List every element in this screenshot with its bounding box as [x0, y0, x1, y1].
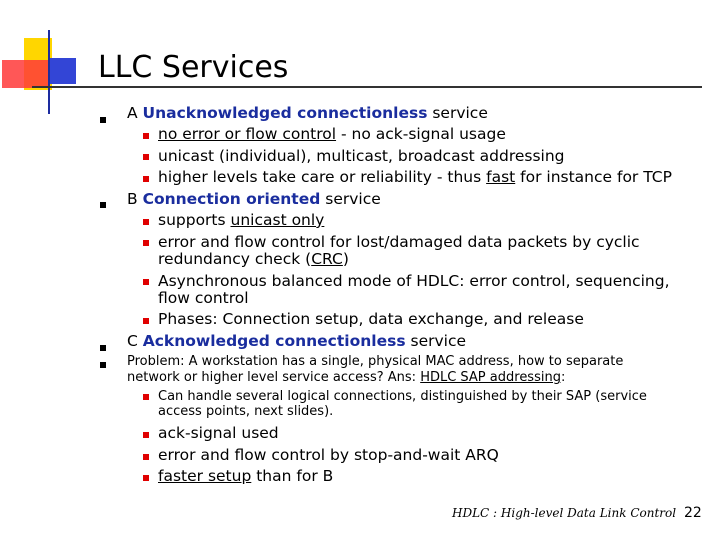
sub-bullet — [143, 240, 149, 246]
sub-bullet — [143, 279, 149, 285]
logo-blue-square — [48, 58, 76, 84]
service-c-item-2: error and flow control by stop-and-wait ARQ — [158, 446, 499, 464]
service-a-item-1: no error or flow control - no ack-signal usage — [158, 125, 506, 143]
footer-note: HDLC : High-level Data Link Control — [452, 506, 677, 520]
problem-sub-line-2: access points, next slides). — [158, 404, 334, 419]
logo-vertical-line — [48, 30, 50, 114]
sub-bullet — [143, 133, 149, 139]
service-c-heading: C Acknowledged connectionless service — [127, 332, 467, 350]
service-b-item-4: Phases: Connection setup, data exchange, and release — [158, 310, 584, 328]
sub-bullet — [143, 475, 149, 481]
problem-line-1: Problem: A workstation has a single, physical MAC address, how to separate — [127, 354, 624, 369]
service-a-item-3: higher levels take care or reliability - thus fast for instance for TCP — [158, 168, 672, 186]
title-underline-rule — [32, 86, 702, 88]
sub-bullet — [143, 454, 149, 460]
service-b-item-3-line-1: Asynchronous balanced mode of HDLC: error control, sequencing, — [158, 272, 670, 290]
service-b-item-1: supports unicast only — [158, 211, 325, 229]
service-c-item-1: ack-signal used — [158, 424, 279, 442]
bullet-b — [100, 202, 106, 208]
page-number: 22 — [684, 505, 702, 521]
service-b-heading: B Connection oriented service — [127, 190, 381, 208]
problem-line-2: network or higher level service access? Ans: HDLC SAP addressing: — [127, 370, 566, 385]
bullet-c — [100, 345, 106, 351]
logo-red-square — [2, 60, 48, 88]
service-a-item-2: unicast (individual), multicast, broadcast addressing — [158, 147, 565, 165]
service-b-item-3-line-2: flow control — [158, 289, 249, 307]
slide-title: LLC Services — [98, 50, 289, 85]
sub-bullet — [143, 176, 149, 182]
bullet-a — [100, 117, 106, 123]
sub-bullet — [143, 154, 149, 160]
sub-bullet — [143, 432, 149, 438]
sub-bullet — [143, 219, 149, 225]
bullet-problem — [100, 362, 106, 368]
service-a-heading: A Unacknowledged connectionless service — [127, 104, 488, 122]
service-c-item-3: faster setup than for B — [158, 467, 334, 485]
sub-bullet — [143, 394, 149, 400]
problem-sub-line-1: Can handle several logical connections, distinguished by their SAP (service — [158, 389, 647, 404]
sub-bullet — [143, 318, 149, 324]
service-b-item-2-line-1: error and flow control for lost/damaged data packets by cyclic — [158, 233, 640, 251]
service-b-item-2-line-2: redundancy check (CRC) — [158, 250, 349, 268]
